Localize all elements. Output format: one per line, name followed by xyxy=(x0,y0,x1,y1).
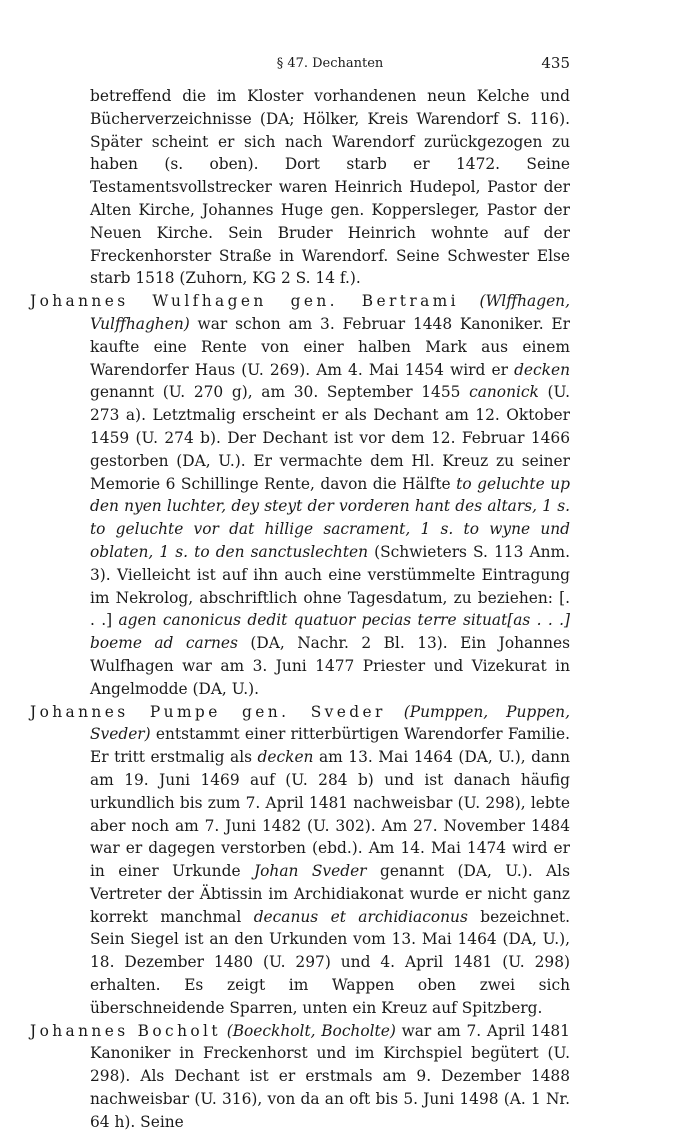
italic-run: (Pumppen, Puppen, Sveder) xyxy=(90,702,570,744)
running-title: § 47. Dechanten xyxy=(276,56,384,71)
text-run: betreffend die im Kloster vorhandenen neun Kelche und Bücherverzeichnisse (DA; Hölker, Kreis Warendorf S. 116). Später scheint er sich nach Warendorf zurückgezogen zu haben (s. oben). Dort starb er 1472. Seine Testamentsvollstrecker waren Heinrich Hudepol, Pastor der Alten Kirche, Johannes Huge gen. Koppersleger, Pastor der Neuen Kirche. Sein Bruder Heinrich wohnte auf der Freckenhorster Straße in Warendorf. Seine Schwester Else starb 1518 (Zuhorn, KG 2 S. 14 f.). xyxy=(90,87,570,288)
italic-run: decken xyxy=(257,748,314,767)
entry-bocholt xyxy=(30,1020,570,1134)
text-run: (DA, Nachr. 2 Bl. 13). Ein Johannes Wulfhagen war am 3. Juni 1477 Priester und Vizekurat in Angelmodde (DA, U.). xyxy=(90,634,571,698)
italic-run: decanus et archidiaconus xyxy=(253,907,468,926)
text-run xyxy=(386,703,404,721)
body-text xyxy=(30,85,570,1134)
text-run: bezeichnet. Sein Siegel ist an den Urkunden vom 13. Mai 1464 (DA, U.), 18. Dezember 1480 (U. 297) und 4. April 1481 (U. 298) erhalten. Es zeigt im Wappen oben zwei sich überschneidende Sparren, unten ein Kreuz auf Spitzberg. xyxy=(90,907,571,1017)
text-run xyxy=(459,292,479,310)
text-run: entstammt einer ritterbürtigen Warendorfer Familie. Er tritt erstmalig als xyxy=(90,725,570,767)
italic-run: canonick xyxy=(469,383,539,402)
paragraph-continuation xyxy=(30,85,570,290)
text-run: am 13. Mai 1464 (DA, U.), dann am 19. Juni 1469 auf (U. 284 b) und ist danach häufig urkundlich bis zum 7. April 1481 nachweisbar (U. 298), lebte aber noch am 7. Juni 1482 (U. 302). Am 27. November 1484 war er dagegen verstorben (ebd.). Am 14. Mai 1474 wird er in einer Urkunde xyxy=(90,748,570,881)
italic-run: (Wlffhagen, Vulffhaghen) xyxy=(90,292,570,333)
text-run: genannt (U. 270 g), am 30. September 1455 xyxy=(90,383,470,402)
entry-name: Johannes Bocholt xyxy=(30,1021,221,1040)
entry-wulfhagen xyxy=(30,290,570,700)
italic-run: decken xyxy=(514,360,570,379)
entry-name: Johannes Pumpe gen. Sveder xyxy=(30,702,386,721)
italic-run: to geluchte up den nyen luchter, dey steyt der vorderen hant des altars, 1 s. to geluchte vor dat hillige sacrament, 1 s. to wyne und oblaten, 1 s. to den sanctuslechten xyxy=(90,474,570,561)
italic-run: (Boeckholt, Bocholte) xyxy=(226,1021,396,1040)
text-run: war schon am 3. Februar 1448 Kanoniker. Er kaufte eine Rente von einer halben Mark aus einem Warendorfer Haus (U. 269). Am 4. Mai 1454 wird er xyxy=(90,314,570,379)
text-run: war am 7. April 1481 Kanoniker in Freckenhorst und im Kirchspiel begütert (U. 298). Als Dechant ist er erstmals am 9. Dezember 1488 nachweisbar (U. 316), von da an oft bis 5. Juni 1498 (A. 1 Nr. 64 h). Seine xyxy=(90,1021,570,1131)
entry-pumpe xyxy=(30,701,570,1020)
italic-run: agen canonicus dedit quatuor pecias terre situat[as . . .] boeme ad carnes xyxy=(90,611,570,653)
text-run: (Schwieters S. 113 Anm. 3). Vielleicht ist auf ihn auch eine verstümmelte Eintragung im Nekrolog, abschriftlich ohne Tagesdatum, zu beziehen: [. . .] xyxy=(90,542,570,630)
page-number: 435 xyxy=(541,54,570,72)
text-run: genannt (DA, U.). Als Vertreter der Äbtissin im Archidiakonat wurde er nicht ganz korrekt manchmal xyxy=(90,862,570,926)
italic-run: Johan Sveder xyxy=(254,862,367,881)
page-header xyxy=(90,52,570,74)
text-run: (U. 273 a). Letztmalig erscheint er als Dechant am 12. Oktober 1459 (U. 274 b). Der Dechant ist vor dem 12. Februar 1466 gestorben (DA, U.). Er vermachte dem Hl. Kreuz zu seiner Memorie 6 Schillinge Rente, davon die Hälfte xyxy=(90,383,570,493)
entry-name: Johannes Wulfhagen gen. Bertrami xyxy=(30,292,460,311)
